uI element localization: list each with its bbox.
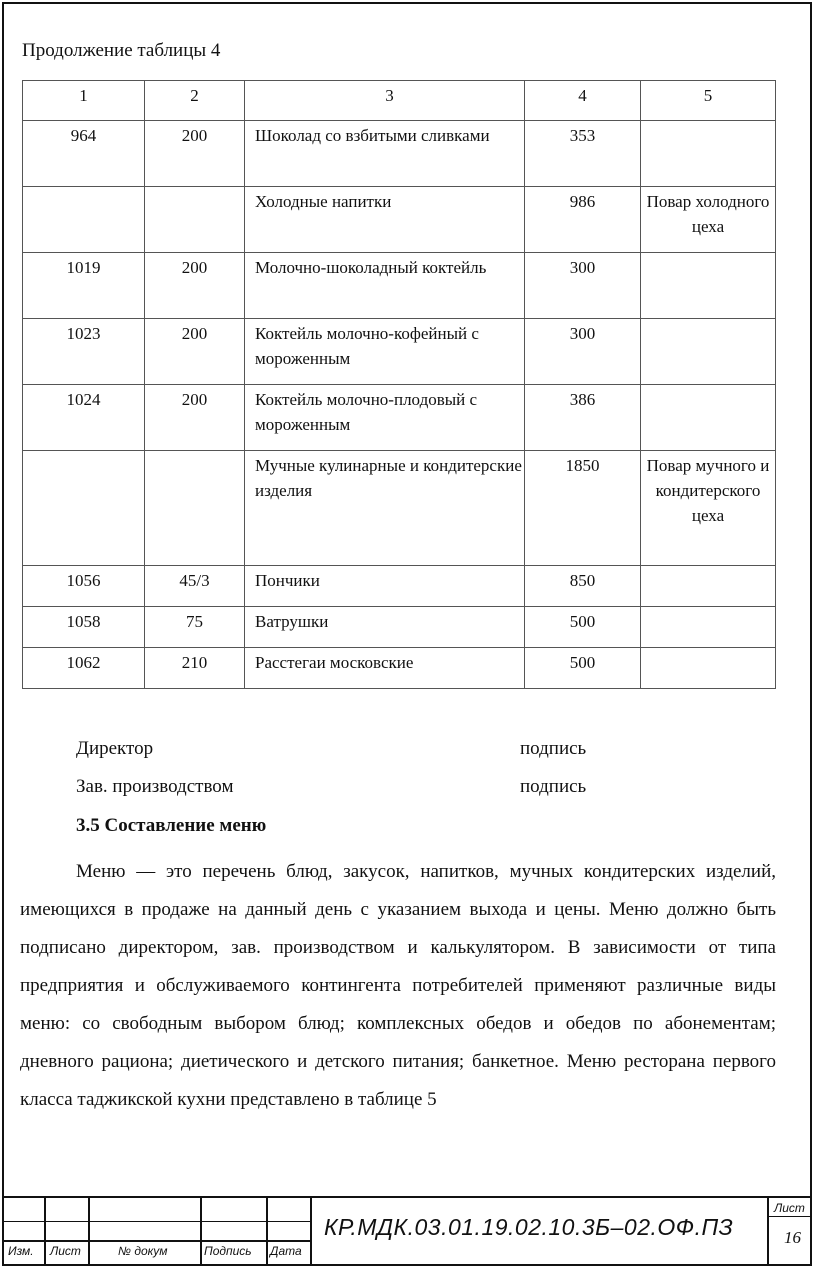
table-cell-c5: Повар мучного и кондитерского цеха xyxy=(641,451,776,566)
table-cell-c5 xyxy=(641,121,776,187)
table-row xyxy=(23,385,776,451)
table-cell-c4: 986 xyxy=(525,187,641,253)
table-cell-c2: 200 xyxy=(145,121,245,187)
table-cell-c4: 500 xyxy=(525,607,641,648)
table-cell-c2: 200 xyxy=(145,253,245,319)
table-cell-c5 xyxy=(641,566,776,607)
table-cell-c4: 300 xyxy=(525,319,641,385)
table-cell-c1 xyxy=(23,451,145,566)
table-header-row xyxy=(23,81,776,121)
table-cell-c1: 1062 xyxy=(23,648,145,689)
signature-line-director: подпись xyxy=(520,738,587,759)
menu-table xyxy=(22,80,776,689)
table-cell-c3: Коктейль молочно-плодовый с мороженным xyxy=(245,385,525,451)
table-cell-c4: 353 xyxy=(525,121,641,187)
table-cell-c2 xyxy=(145,187,245,253)
table-cell-c3: Мучные кулинарные и кондитерские изделия xyxy=(245,451,525,566)
table-row xyxy=(23,187,776,253)
table-row xyxy=(23,566,776,607)
stamp-date-label: Дата xyxy=(270,1244,302,1258)
table-cell-c2: 200 xyxy=(145,385,245,451)
table-cell-c1: 964 xyxy=(23,121,145,187)
stamp-signature-label: Подпись xyxy=(204,1244,252,1258)
table-cell-c3: Шоколад со взбитыми сливками xyxy=(245,121,525,187)
table-cell-c1: 1024 xyxy=(23,385,145,451)
table-cell-c1: 1019 xyxy=(23,253,145,319)
table-cell-c2: 75 xyxy=(145,607,245,648)
table-cell-c4: 1850 xyxy=(525,451,641,566)
title-block-stamp xyxy=(2,1196,812,1266)
signature-line-production: подпись xyxy=(520,776,587,797)
table-cell-c3: Ватрушки xyxy=(245,607,525,648)
table-cell-c3: Пончики xyxy=(245,566,525,607)
sheet-number: 16 xyxy=(784,1228,801,1247)
stamp-list-label: Лист xyxy=(50,1244,81,1258)
table-cell-c4: 386 xyxy=(525,385,641,451)
table-row xyxy=(23,607,776,648)
table-row xyxy=(23,451,776,566)
table-cell-c5 xyxy=(641,385,776,451)
table-cell-c3: Расстегаи московские xyxy=(245,648,525,689)
table-caption: Продолжение таблицы 4 xyxy=(22,40,221,61)
document-code: КР.МДК.03.01.19.02.10.3Б–02.ОФ.ПЗ xyxy=(324,1214,734,1240)
header-cell-2: 2 xyxy=(145,81,245,121)
section-heading: 3.5 Составление меню xyxy=(76,815,267,836)
table-cell-c5 xyxy=(641,607,776,648)
table-cell-c2: 45/3 xyxy=(145,566,245,607)
header-cell-1: 1 xyxy=(23,81,145,121)
table-cell-c5 xyxy=(641,648,776,689)
table-row xyxy=(23,121,776,187)
table-cell-c1: 1056 xyxy=(23,566,145,607)
table-row xyxy=(23,253,776,319)
table-cell-c1: 1058 xyxy=(23,607,145,648)
stamp-sheet-label: Лист xyxy=(774,1201,805,1215)
signature-role-director: Директор xyxy=(76,738,154,759)
table-cell-c4: 850 xyxy=(525,566,641,607)
header-cell-5: 5 xyxy=(641,81,776,121)
header-cell-3: 3 xyxy=(245,81,525,121)
table-cell-c4: 500 xyxy=(525,648,641,689)
table-cell-c5 xyxy=(641,253,776,319)
table-cell-c3: Коктейль молочно-кофейный с мороженным xyxy=(245,319,525,385)
table-cell-c5 xyxy=(641,319,776,385)
table-cell-c2: 200 xyxy=(145,319,245,385)
table-cell-c2: 210 xyxy=(145,648,245,689)
table-row xyxy=(23,319,776,385)
table-cell-c4: 300 xyxy=(525,253,641,319)
table-row xyxy=(23,648,776,689)
stamp-izm-label: Изм. xyxy=(8,1244,34,1258)
table-cell-c3: Холодные напитки xyxy=(245,187,525,253)
table-cell-c2 xyxy=(145,451,245,566)
table-cell-c5: Повар холодного цеха xyxy=(641,187,776,253)
header-cell-4: 4 xyxy=(525,81,641,121)
table-cell-c1 xyxy=(23,187,145,253)
body-paragraph: Меню — это перечень блюд, закусок, напитков, мучных кондитерских изделий, имеющихся в продаже на данный день с указанием выхода и цены. Меню должно быть подписано директором, зав. производством и калькулятором. В зависимости от типа предприятия и обслуживаемого контингента потребителей применяют различные виды меню: со свободным выбором блюд; комплексных обедов и обедов по абонементам; дневного рациона; диетического и детского питания; банкетное. Меню ресторана первого класса таджикской кухни представлено в таблице 5 xyxy=(20,861,776,1110)
stamp-doc-label: № докум xyxy=(118,1244,168,1258)
signature-role-production: Зав. производством xyxy=(76,776,234,797)
table-cell-c1: 1023 xyxy=(23,319,145,385)
table-cell-c3: Молочно-шоколадный коктейль xyxy=(245,253,525,319)
